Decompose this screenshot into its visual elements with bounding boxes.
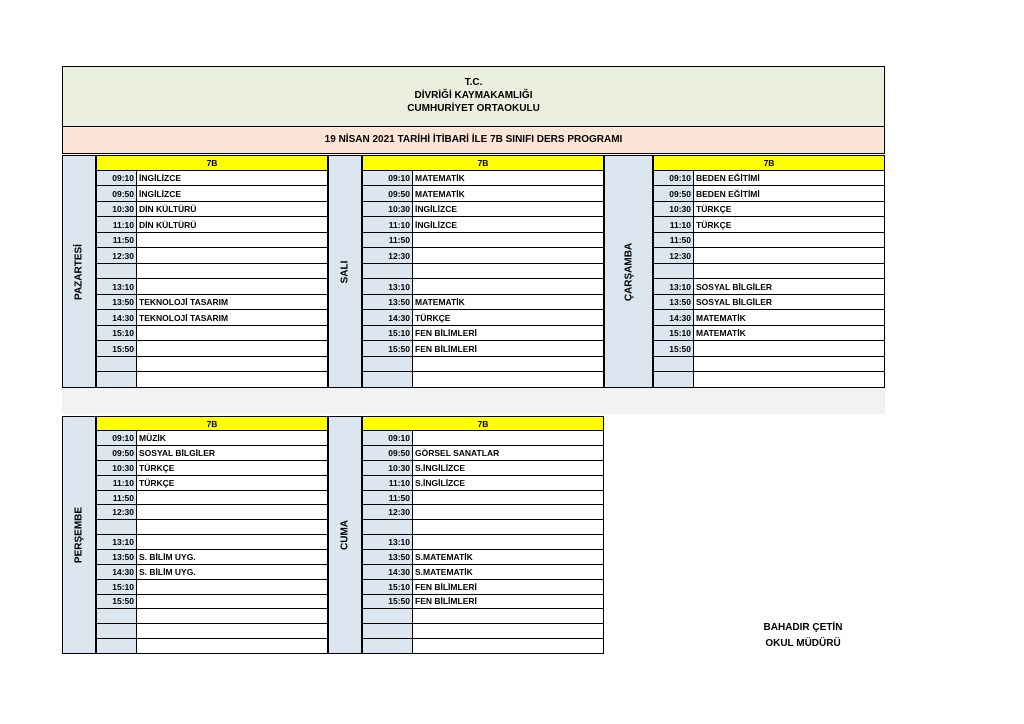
table-row (363, 639, 604, 654)
day-label-4 (328, 416, 362, 654)
lesson-time: 13:10 (363, 535, 413, 550)
lesson-subject (413, 279, 604, 295)
table-row (97, 170, 328, 186)
lesson-time: 13:10 (363, 279, 413, 295)
table-row (363, 279, 604, 295)
lesson-time: 09:50 (654, 186, 694, 202)
class-header: 7B (97, 156, 328, 171)
lesson-subject (137, 356, 328, 372)
table-row (654, 372, 885, 388)
table-row (363, 294, 604, 310)
lesson-time: 13:50 (363, 549, 413, 564)
lesson-time (363, 356, 413, 372)
lesson-time (97, 356, 137, 372)
lesson-time: 11:50 (97, 490, 137, 505)
lesson-subject: İNGİLİZCE (413, 201, 604, 217)
lesson-subject (413, 248, 604, 264)
table-row (97, 341, 328, 357)
lesson-subject: TÜRKÇE (694, 217, 885, 233)
lesson-time: 09:10 (654, 170, 694, 186)
lesson-time: 13:50 (97, 294, 137, 310)
lesson-time (654, 263, 694, 279)
lesson-subject (413, 520, 604, 535)
lesson-subject: S.MATEMATİK (413, 564, 604, 579)
lesson-time: 15:10 (654, 325, 694, 341)
lesson-time: 10:30 (363, 201, 413, 217)
table-row (363, 475, 604, 490)
lesson-subject (137, 263, 328, 279)
schedule-table-0 (96, 155, 328, 388)
schedule-title: 19 NİSAN 2021 TARİHİ İTİBARİ İLE 7B SINIFI DERS PROGRAMI (62, 127, 885, 154)
lesson-subject: S.İNGİLİZCE (413, 460, 604, 475)
table-row (363, 460, 604, 475)
class-header: 7B (97, 417, 328, 431)
lesson-subject (137, 579, 328, 594)
table-row (97, 232, 328, 248)
schedule-table-3 (96, 416, 328, 654)
lesson-time: 14:30 (97, 564, 137, 579)
lesson-subject (137, 505, 328, 520)
lesson-subject (137, 520, 328, 535)
table-row (97, 248, 328, 264)
table-row (97, 325, 328, 341)
table-row (97, 639, 328, 654)
lesson-time (363, 372, 413, 388)
lesson-subject (413, 639, 604, 654)
lesson-subject: İNGİLİZCE (137, 186, 328, 202)
table-row (97, 279, 328, 295)
principal-title: OKUL MÜDÜRÜ (765, 638, 841, 649)
header-line-3: CUMHURİYET ORTAOKULU (407, 103, 540, 114)
lesson-time: 09:10 (363, 431, 413, 446)
lesson-subject (137, 609, 328, 624)
lesson-time: 13:10 (97, 279, 137, 295)
table-row (363, 170, 604, 186)
table-row (97, 446, 328, 461)
table-row (97, 310, 328, 326)
table-row (363, 310, 604, 326)
lesson-subject: S.MATEMATİK (413, 549, 604, 564)
lesson-time: 13:10 (654, 279, 694, 295)
lesson-time: 11:50 (363, 490, 413, 505)
table-row (363, 201, 604, 217)
lesson-subject: MATEMATİK (694, 325, 885, 341)
lesson-time: 12:30 (363, 248, 413, 264)
lesson-subject (694, 248, 885, 264)
day-label-2 (604, 155, 653, 388)
lesson-time: 09:10 (363, 170, 413, 186)
lesson-subject: BEDEN EĞİTİMİ (694, 186, 885, 202)
table-row (363, 341, 604, 357)
table-row (97, 460, 328, 475)
lesson-time: 14:30 (97, 310, 137, 326)
schedule-table-2 (653, 155, 885, 388)
lesson-time: 11:10 (654, 217, 694, 233)
table-row (363, 356, 604, 372)
lesson-subject: BEDEN EĞİTİMİ (694, 170, 885, 186)
table-row (97, 579, 328, 594)
lesson-subject (413, 356, 604, 372)
lesson-time (97, 263, 137, 279)
table-row (97, 505, 328, 520)
lesson-time: 13:50 (363, 294, 413, 310)
table-row (363, 431, 604, 446)
lesson-time: 13:50 (654, 294, 694, 310)
lesson-subject: SOSYAL BİLGİLER (694, 294, 885, 310)
lesson-time (97, 624, 137, 639)
lesson-subject (137, 248, 328, 264)
lesson-time: 15:50 (97, 341, 137, 357)
header-line-1: T.C. (464, 77, 483, 88)
table-row (654, 201, 885, 217)
lesson-time: 15:50 (97, 594, 137, 609)
table-row (363, 186, 604, 202)
table-row (97, 217, 328, 233)
lesson-time: 12:30 (97, 248, 137, 264)
school-header (62, 66, 885, 127)
table-row (654, 279, 885, 295)
lesson-subject (694, 232, 885, 248)
lesson-subject (137, 341, 328, 357)
lesson-subject: MATEMATİK (413, 170, 604, 186)
lesson-time: 15:10 (97, 325, 137, 341)
principal-name: BAHADIR ÇETİN (763, 622, 843, 633)
day-label-1 (328, 155, 362, 388)
table-row (654, 341, 885, 357)
lesson-time (97, 372, 137, 388)
lesson-subject (413, 624, 604, 639)
lesson-time: 13:10 (97, 535, 137, 550)
lesson-time: 12:30 (97, 505, 137, 520)
table-row (654, 263, 885, 279)
lesson-subject (137, 639, 328, 654)
table-row (97, 609, 328, 624)
lesson-time: 11:50 (363, 232, 413, 248)
lesson-subject: FEN BİLİMLERİ (413, 325, 604, 341)
lesson-subject: SOSYAL BİLGİLER (694, 279, 885, 295)
table-row (97, 263, 328, 279)
lesson-subject: FEN BİLİMLERİ (413, 341, 604, 357)
table-row (654, 356, 885, 372)
lesson-subject (137, 232, 328, 248)
lesson-subject: MATEMATİK (413, 294, 604, 310)
lesson-subject (413, 263, 604, 279)
table-row (363, 535, 604, 550)
lesson-subject: TÜRKÇE (137, 475, 328, 490)
table-row (363, 579, 604, 594)
lesson-subject (137, 325, 328, 341)
lesson-subject (413, 431, 604, 446)
lesson-subject: MATEMATİK (413, 186, 604, 202)
lesson-time (97, 520, 137, 535)
table-row (654, 232, 885, 248)
lesson-time: 10:30 (654, 201, 694, 217)
table-row (363, 549, 604, 564)
lesson-time (654, 356, 694, 372)
lesson-subject (694, 356, 885, 372)
lesson-time: 12:30 (363, 505, 413, 520)
header-line-2: DİVRİĞİ KAYMAKAMLIĞI (414, 90, 533, 101)
lesson-time: 15:50 (363, 594, 413, 609)
day-name: CUMA (339, 520, 351, 550)
lesson-time: 10:30 (97, 460, 137, 475)
table-row (97, 490, 328, 505)
lesson-time: 09:50 (97, 446, 137, 461)
lesson-subject: TÜRKÇE (694, 201, 885, 217)
lesson-time: 15:10 (363, 579, 413, 594)
table-row (654, 325, 885, 341)
lesson-subject: İNGİLİZCE (413, 217, 604, 233)
table-row (363, 624, 604, 639)
table-row (97, 624, 328, 639)
lesson-subject: TEKNOLOJİ TASARIM (137, 310, 328, 326)
table-row (654, 310, 885, 326)
lesson-time: 09:10 (97, 170, 137, 186)
lesson-time: 13:50 (97, 549, 137, 564)
lesson-subject: TÜRKÇE (137, 460, 328, 475)
table-row (363, 446, 604, 461)
lesson-time: 11:50 (97, 232, 137, 248)
day-name: PAZARTESİ (73, 243, 85, 300)
table-row (97, 475, 328, 490)
lesson-subject: GÖRSEL SANATLAR (413, 446, 604, 461)
table-row (97, 356, 328, 372)
lesson-subject (413, 490, 604, 505)
lesson-time (363, 520, 413, 535)
table-row (97, 564, 328, 579)
table-row (97, 294, 328, 310)
lesson-time: 12:30 (654, 248, 694, 264)
lesson-subject (694, 341, 885, 357)
lesson-time: 14:30 (654, 310, 694, 326)
lesson-time: 15:50 (363, 341, 413, 357)
class-header: 7B (363, 156, 604, 171)
lesson-subject (137, 279, 328, 295)
class-header: 7B (654, 156, 885, 171)
lesson-subject: MÜZİK (137, 431, 328, 446)
lesson-time: 15:10 (97, 579, 137, 594)
lesson-subject: S. BİLİM UYG. (137, 549, 328, 564)
table-row (363, 325, 604, 341)
table-row (654, 294, 885, 310)
lesson-subject (413, 535, 604, 550)
lesson-time (654, 372, 694, 388)
lesson-time: 10:30 (97, 201, 137, 217)
lesson-subject (137, 490, 328, 505)
table-row (97, 549, 328, 564)
lesson-time: 11:50 (654, 232, 694, 248)
lesson-subject (694, 263, 885, 279)
table-row (363, 505, 604, 520)
lesson-subject: S. BİLİM UYG. (137, 564, 328, 579)
lesson-subject: TÜRKÇE (413, 310, 604, 326)
lesson-subject: MATEMATİK (694, 310, 885, 326)
lesson-time (363, 609, 413, 624)
lesson-subject: SOSYAL BİLGİLER (137, 446, 328, 461)
lesson-time (363, 639, 413, 654)
table-row (97, 186, 328, 202)
table-row (97, 535, 328, 550)
lesson-time (97, 639, 137, 654)
lesson-subject (413, 505, 604, 520)
lesson-subject (694, 372, 885, 388)
lesson-subject (413, 232, 604, 248)
lesson-time: 14:30 (363, 310, 413, 326)
lesson-time: 15:50 (654, 341, 694, 357)
table-row (363, 232, 604, 248)
lesson-time: 11:10 (97, 217, 137, 233)
lesson-time: 11:10 (97, 475, 137, 490)
lesson-time (97, 609, 137, 624)
lesson-subject (413, 372, 604, 388)
lesson-subject: FEN BİLİMLERİ (413, 594, 604, 609)
lesson-subject: DİN KÜLTÜRÜ (137, 201, 328, 217)
lesson-subject: İNGİLİZCE (137, 170, 328, 186)
separator-band (62, 388, 885, 414)
lesson-time (363, 263, 413, 279)
table-row (363, 217, 604, 233)
schedule-table-4 (362, 416, 604, 654)
day-label-3 (62, 416, 96, 654)
lesson-time: 11:10 (363, 475, 413, 490)
lesson-time (363, 624, 413, 639)
table-row (97, 201, 328, 217)
table-row (363, 490, 604, 505)
lesson-subject (137, 535, 328, 550)
table-row (363, 564, 604, 579)
table-row (654, 170, 885, 186)
day-name: ÇARŞAMBA (623, 242, 634, 301)
signature-block (738, 620, 868, 652)
lesson-time: 11:10 (363, 217, 413, 233)
table-row (363, 520, 604, 535)
table-row (97, 372, 328, 388)
lesson-subject: TEKNOLOJİ TASARIM (137, 294, 328, 310)
lesson-time: 09:50 (97, 186, 137, 202)
lesson-time: 09:50 (363, 186, 413, 202)
table-row (363, 609, 604, 624)
table-row (363, 372, 604, 388)
lesson-subject: DİN KÜLTÜRÜ (137, 217, 328, 233)
table-row (97, 594, 328, 609)
table-row (363, 594, 604, 609)
lesson-subject: FEN BİLİMLERİ (413, 579, 604, 594)
day-label-0 (62, 155, 96, 388)
lesson-time: 15:10 (363, 325, 413, 341)
lesson-subject (137, 372, 328, 388)
lesson-time: 09:10 (97, 431, 137, 446)
table-row (363, 263, 604, 279)
lesson-time: 14:30 (363, 564, 413, 579)
lesson-time: 09:50 (363, 446, 413, 461)
table-row (97, 431, 328, 446)
table-row (654, 186, 885, 202)
table-row (654, 248, 885, 264)
table-row (363, 248, 604, 264)
schedule-table-1 (362, 155, 604, 388)
lesson-subject (137, 624, 328, 639)
lesson-subject (413, 609, 604, 624)
day-name: SALI (339, 260, 351, 283)
lesson-subject: S.İNGİLİZCE (413, 475, 604, 490)
lesson-time: 10:30 (363, 460, 413, 475)
day-name: PERŞEMBE (73, 506, 85, 564)
table-row (654, 217, 885, 233)
table-row (97, 520, 328, 535)
lesson-subject (137, 594, 328, 609)
class-header: 7B (363, 417, 604, 431)
